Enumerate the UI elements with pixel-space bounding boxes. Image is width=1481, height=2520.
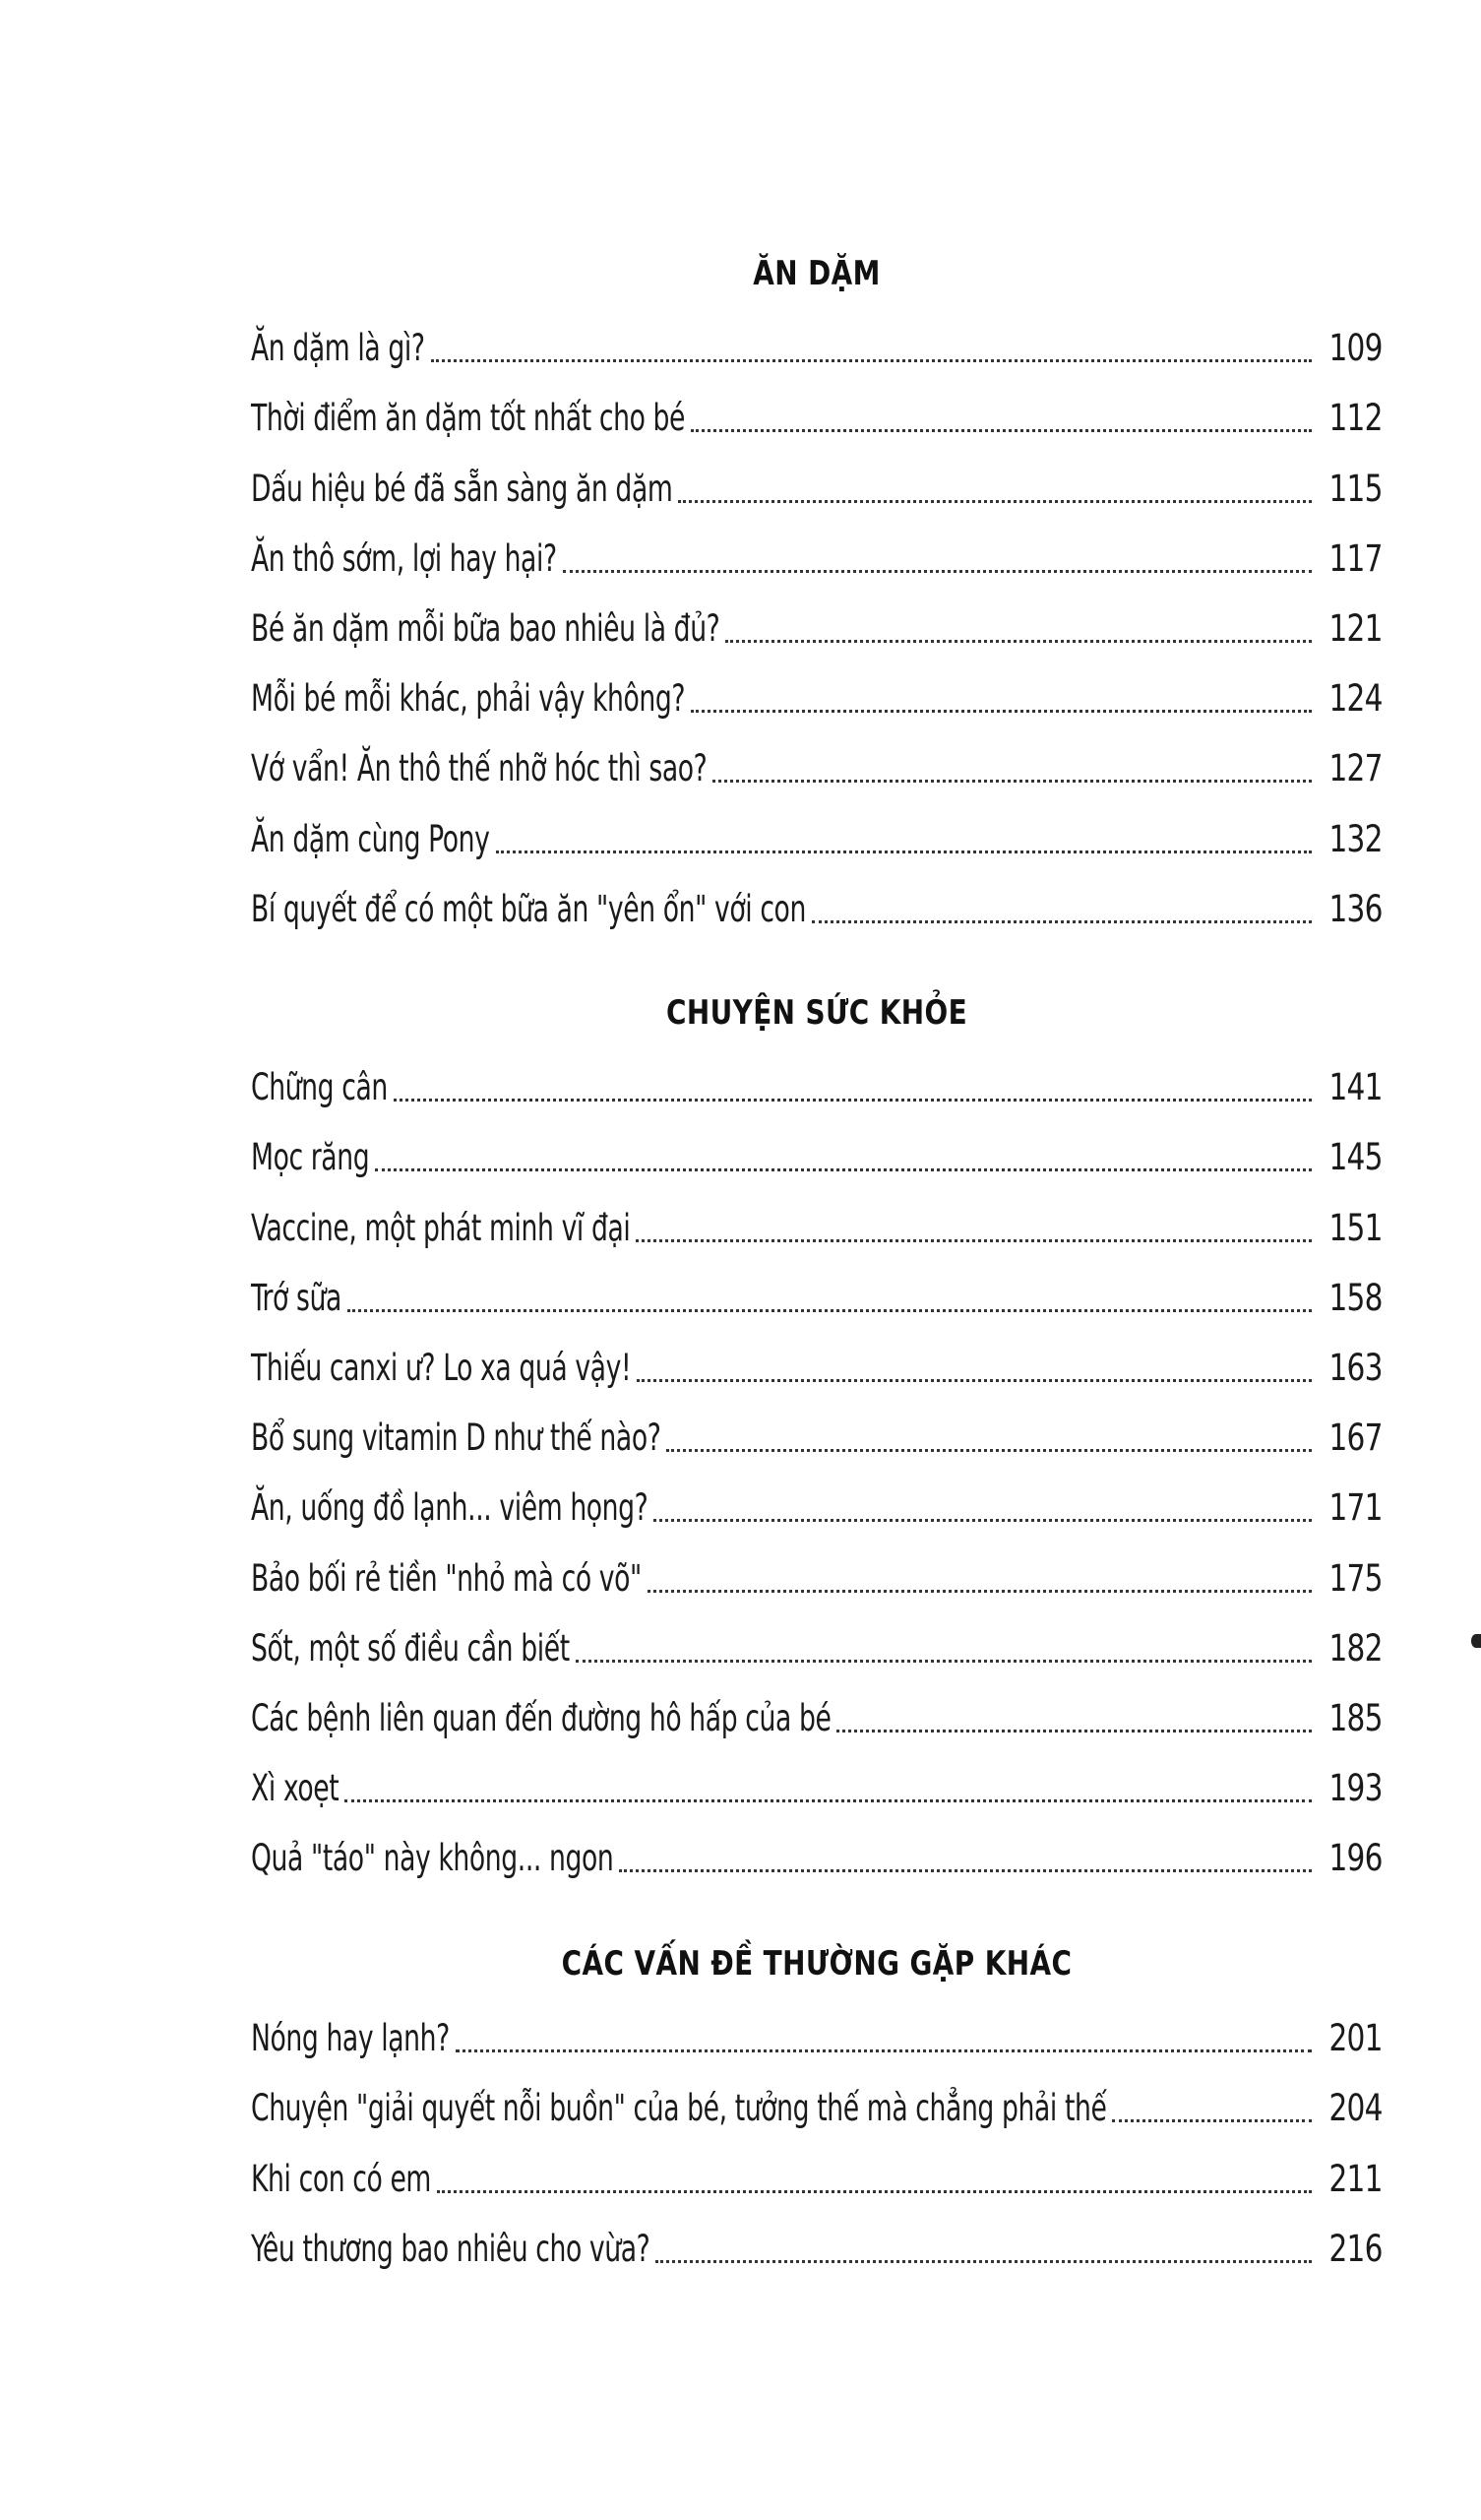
entry-page: 115 [1328,467,1383,510]
entry-title: Chuyện "giải quyết nỗi buồn" của bé, tưởng thế mà chẳng phải thế [251,2087,1107,2130]
entry-title: Vaccine, một phát minh vĩ đại [251,1206,631,1249]
toc-entry[interactable] [251,869,1383,939]
dot-leader [619,1868,1312,1872]
toc-entry[interactable] [251,1608,1383,1678]
entry-title: Trớ sữa [251,1276,341,1319]
scan-speck [1471,1634,1481,1648]
entry-page: 216 [1328,2227,1383,2270]
toc-entry[interactable] [251,728,1383,798]
entry-page: 124 [1328,677,1383,721]
entry-title: Ăn dặm là gì? [251,327,425,370]
dot-leader [836,1729,1312,1732]
entry-page: 182 [1328,1626,1383,1670]
toc-entry[interactable] [251,1258,1383,1328]
dot-leader [431,358,1313,362]
entry-page: 145 [1328,1136,1383,1179]
entry-page: 163 [1328,1346,1383,1389]
toc-entry[interactable] [251,1678,1383,1748]
toc-entry[interactable] [251,1328,1383,1398]
dot-leader [655,2259,1312,2263]
dot-leader [812,919,1312,923]
toc-entry[interactable] [251,448,1383,518]
toc-entry[interactable] [251,2209,1383,2279]
entry-page: 132 [1328,817,1383,860]
entry-page: 127 [1328,747,1383,790]
entry-title: Ăn, uống đồ lạnh... viêm họng? [251,1486,648,1530]
entry-title: Ăn thô sớm, lợi hay hại? [251,536,557,580]
entry-page: 112 [1328,397,1383,440]
dot-leader [347,1308,1313,1312]
entry-page: 175 [1328,1556,1383,1600]
entry-title: Xì xoẹt [251,1767,339,1810]
dot-leader [1112,2118,1312,2122]
toc-section-cac-van-de-khac [251,1929,1383,2279]
toc-entry[interactable] [251,1748,1383,1818]
dot-leader [691,428,1312,432]
dot-leader [496,850,1313,853]
toc-entry[interactable] [251,1538,1383,1607]
dot-leader [637,1378,1312,1382]
entry-title: Vớ vẩn! Ăn thô thế nhỡ hóc thì sao? [251,747,708,790]
section-title: ĂN DẶM [753,254,881,293]
section-title: CHUYỆN SỨC KHỎE [665,993,968,1033]
entry-page: 201 [1328,2017,1383,2060]
entry-title: Thiếu canxi ư? Lo xa quá vậy! [251,1346,632,1389]
entry-page: 185 [1328,1696,1383,1739]
dot-leader [691,709,1312,713]
dot-leader [725,639,1312,643]
toc-entry[interactable] [251,308,1383,378]
entry-list [251,1047,1383,1888]
entry-page: 151 [1328,1206,1383,1249]
toc-entry[interactable] [251,659,1383,728]
entry-title: Quả "táo" này không... ngon [251,1837,614,1880]
entry-page: 136 [1328,887,1383,930]
entry-page: 193 [1328,1767,1383,1810]
dot-leader [636,1238,1312,1242]
entry-title: Nóng hay lạnh? [251,2017,450,2060]
entry-title: Bổ sung vitamin D như thế nào? [251,1417,661,1460]
entry-page: 204 [1328,2087,1383,2130]
toc-entry[interactable] [251,519,1383,589]
entry-title: Dấu hiệu bé đã sẵn sàng ăn dặm [251,467,673,510]
entry-title: Mọc răng [251,1136,370,1179]
dot-leader [456,2048,1312,2052]
toc-entry[interactable] [251,1047,1383,1117]
toc-entry[interactable] [251,1998,1383,2068]
dot-leader [712,779,1312,783]
dot-leader [437,2189,1312,2193]
toc-section-an-dam [251,239,1383,939]
entry-title: Thời điểm ăn dặm tốt nhất cho bé [251,397,686,440]
entry-page: 158 [1328,1276,1383,1319]
entry-page: 171 [1328,1486,1383,1530]
entry-title: Các bệnh liên quan đến đường hô hấp của bé [251,1696,832,1739]
entry-page: 167 [1328,1417,1383,1460]
entry-list [251,1998,1383,2279]
entry-title: Bé ăn dặm mỗi bữa bao nhiêu là đủ? [251,606,720,650]
entry-page: 109 [1328,327,1383,370]
entry-title: Mỗi bé mỗi khác, phải vậy không? [251,677,686,721]
toc-entry[interactable] [251,798,1383,868]
toc-entry[interactable] [251,2068,1383,2138]
toc-entry[interactable] [251,1117,1383,1187]
dot-leader [344,1798,1312,1802]
dot-leader [375,1167,1312,1171]
entry-title: Ăn dặm cùng Pony [251,817,490,860]
entry-title: Khi con có em [251,2157,431,2200]
section-title: CÁC VẤN ĐỀ THƯỜNG GẶP KHÁC [561,1944,1073,1984]
toc-entry[interactable] [251,1468,1383,1538]
dot-leader [648,1589,1312,1593]
entry-title: Bảo bối rẻ tiền "nhỏ mà có võ" [251,1556,642,1600]
entry-page: 211 [1328,2157,1383,2200]
toc-entry[interactable] [251,589,1383,659]
dot-leader [666,1448,1312,1452]
dot-leader [653,1518,1312,1522]
toc-entry[interactable] [251,2138,1383,2208]
dot-leader [576,1659,1313,1663]
entry-page: 141 [1328,1066,1383,1109]
entry-title: Chững cân [251,1066,388,1109]
entry-list [251,308,1383,939]
entry-title: Sốt, một số điều cần biết [251,1626,570,1670]
dot-leader [563,569,1313,573]
toc-entry[interactable] [251,1818,1383,1888]
toc-entry[interactable] [251,378,1383,448]
dot-leader [678,499,1312,503]
toc-entry[interactable] [251,1187,1383,1257]
dot-leader [394,1098,1313,1102]
toc-section-chuyen-suc-khoe [251,978,1383,1888]
entry-page: 121 [1328,606,1383,650]
entry-page: 196 [1328,1837,1383,1880]
entry-title: Yêu thương bao nhiêu cho vừa? [251,2227,650,2270]
toc-entry[interactable] [251,1398,1383,1468]
entry-page: 117 [1328,536,1383,580]
entry-title: Bí quyết để có một bữa ăn "yên ổn" với con [251,887,806,930]
